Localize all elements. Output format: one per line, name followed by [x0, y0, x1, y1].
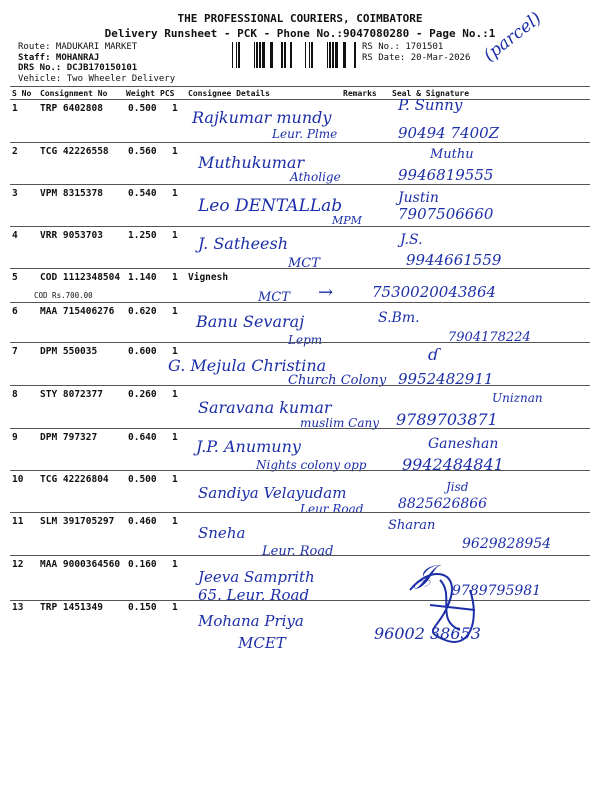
row-consignee-place: MCT — [288, 256, 320, 271]
row-sno: 7 — [12, 346, 18, 357]
row-consignee-place: Lepm — [288, 333, 323, 347]
row-phone: 9952482911 — [398, 370, 494, 388]
row-weight: 0.640 — [128, 432, 157, 443]
row-rule — [10, 428, 590, 429]
row-rule — [10, 226, 590, 227]
row-signature: Jisd — [446, 480, 469, 494]
row-pcs: 1 — [172, 346, 178, 357]
row-pcs: 1 — [172, 146, 178, 157]
runsheet-subtitle: Delivery Runsheet - PCK - Phone No.:9047080280 - Page No.:1 — [104, 27, 496, 40]
col-weight: Weight — [126, 89, 155, 98]
row-consignee-place: 65. Leur. Road — [198, 586, 310, 604]
row-rule — [10, 470, 590, 471]
signature-scribble-icon — [400, 560, 490, 650]
row-consignee-place: Leur. Plme — [272, 127, 338, 141]
row-consignee: Rajkumar mundy — [192, 108, 332, 127]
row-consignment: STY 8072377 — [40, 389, 103, 400]
row-phone: 96002 38653 — [374, 624, 481, 643]
row-consignee-place: MPM — [332, 214, 362, 227]
row-sno: 5 — [12, 272, 18, 283]
row-consignment: VPM 8315378 — [40, 188, 103, 199]
row-weight: 0.500 — [128, 103, 157, 114]
col-sno: S No — [12, 89, 32, 98]
row-pcs: 1 — [172, 389, 178, 400]
row-phone: 7907506660 — [398, 205, 494, 223]
row-weight: 1.250 — [128, 230, 157, 241]
row-sno: 1 — [12, 103, 18, 114]
row-sno: 8 — [12, 389, 18, 400]
row-sno: 9 — [12, 432, 18, 443]
row-rule — [10, 184, 590, 185]
rs-date: RS Date: 20-Mar-2026 — [362, 53, 471, 63]
row-sno: 3 — [12, 188, 18, 199]
row-sno: 12 — [12, 559, 24, 570]
row-phone: 7904178224 — [448, 330, 531, 345]
row-weight: 0.160 — [128, 559, 157, 570]
row-consignee: Mohana Priya — [198, 612, 304, 630]
row-consignee-place: MCET — [238, 634, 286, 652]
row-pcs: 1 — [172, 188, 178, 199]
row-consignee: J.P. Anumuny — [196, 437, 301, 456]
row-signature: P. Sunny — [398, 96, 463, 114]
row-pcs: 1 — [172, 516, 178, 527]
row-consignment: COD 1112348504 — [40, 272, 121, 283]
row-weight: 0.150 — [128, 602, 157, 613]
row-consignment: DPM 797327 — [40, 432, 98, 443]
row-signature: Ganeshan — [428, 436, 499, 452]
row-pcs: 1 — [172, 559, 178, 570]
row-phone: 9944661559 — [406, 251, 502, 269]
row-weight: 0.560 — [128, 146, 157, 157]
row-pcs: 1 — [172, 103, 178, 114]
signature-scribble-icon: 𝒥 — [415, 560, 433, 590]
drs-label: DRS No.: DCJB170150101 — [18, 63, 138, 73]
row-consignee: J. Satheesh — [198, 234, 289, 253]
row-rule — [10, 268, 590, 269]
row-signature: Uniznan — [492, 391, 543, 405]
row-weight: 0.500 — [128, 474, 157, 485]
row-weight: 0.460 — [128, 516, 157, 527]
row-weight: 0.540 — [128, 188, 157, 199]
row-phone: 7530020043864 — [372, 283, 497, 301]
row-rule — [10, 600, 590, 601]
row-phone: 9629828954 — [462, 536, 552, 552]
row-consignment: TRP 6402808 — [40, 103, 103, 114]
col-signature: Seal & Signature — [392, 89, 470, 98]
table-top-rule — [10, 86, 590, 87]
col-consignment: Consignment No — [40, 89, 108, 98]
row-consignee: Banu Sevaraj — [196, 312, 305, 331]
row-consignment: DPM 550035 — [40, 346, 98, 357]
row-rule — [10, 142, 590, 143]
row-consignment: MAA 715406276 — [40, 306, 115, 317]
row-sno: 2 — [12, 146, 18, 157]
row-signature: Muthu — [430, 147, 474, 162]
row-consignee: Sneha — [198, 524, 246, 542]
row-pcs: 1 — [172, 230, 178, 241]
row-consignee-place: MCT — [258, 290, 290, 305]
parcel-note: (parcel) — [480, 8, 546, 66]
route-label: Route: MADUKARI MARKET — [18, 42, 138, 52]
row-sno: 6 — [12, 306, 18, 317]
row-rule — [10, 342, 590, 343]
barcode-icon — [230, 42, 358, 68]
row-sno: 11 — [12, 516, 24, 527]
col-consignee: Consignee Details — [188, 89, 270, 98]
col-remarks: Remarks — [343, 89, 377, 98]
row-consignee: Sandiya Velayudam — [198, 484, 347, 502]
row-pcs: 1 — [172, 602, 178, 613]
row-consignee-place: Atholige — [290, 170, 341, 184]
row-sno: 10 — [12, 474, 24, 485]
row-consignment: TCG 42226558 — [40, 146, 109, 157]
row-consignee: Vignesh — [188, 272, 229, 283]
row-phone: 9946819555 — [398, 166, 494, 184]
table-header-rule — [10, 99, 590, 100]
vehicle-label: Vehicle: Two Wheeler Delivery — [18, 74, 176, 84]
row-signature: Justin — [398, 190, 439, 206]
row-phone: 9789795981 — [452, 583, 542, 599]
row-consignee: Jeeva Samprith — [198, 568, 315, 586]
row-consignee: Leo DENTALLab — [198, 196, 343, 216]
row-pcs: 1 — [172, 432, 178, 443]
row-sno: 4 — [12, 230, 18, 241]
arrow-icon: → — [318, 282, 334, 303]
row-weight: 0.600 — [128, 346, 157, 357]
row-sno: 13 — [12, 602, 24, 613]
row-weight: 1.140 — [128, 272, 157, 283]
row-consignee: Muthukumar — [198, 153, 305, 172]
row-consignee-place: Church Colony — [288, 373, 387, 388]
row-pcs: 1 — [172, 474, 178, 485]
row-rule — [10, 302, 590, 303]
signature-scribble-icon: ɗ — [428, 345, 439, 364]
row-consignee-place: Leur. Road — [262, 544, 334, 559]
row-consignment: TRP 1451349 — [40, 602, 103, 613]
row-consignee-place: Leur Road — [300, 502, 364, 516]
row-signature: J.S. — [400, 232, 423, 248]
row-rule — [10, 385, 590, 386]
row-consignment: TCG 42226804 — [40, 474, 109, 485]
row-pcs: 1 — [172, 306, 178, 317]
row-consignee: G. Mejula Christina — [168, 356, 327, 375]
row-signature: Sharan — [388, 518, 436, 533]
rs-number: RS No.: 1701501 — [362, 42, 444, 52]
row-consignment: VRR 9053703 — [40, 230, 103, 241]
staff-label: Staff: MOHANRAJ — [18, 53, 100, 63]
cod-amount: COD Rs.700.00 — [34, 291, 93, 300]
col-pcs: PCS — [160, 89, 175, 98]
row-consignee-place: muslim Cany — [300, 416, 379, 430]
row-rule — [10, 555, 590, 556]
row-phone: 9789703871 — [396, 410, 498, 429]
row-consignment: SLM 391705297 — [40, 516, 115, 527]
row-weight: 0.620 — [128, 306, 157, 317]
row-phone: 8825626866 — [398, 496, 488, 512]
row-pcs: 1 — [172, 272, 178, 283]
row-phone: 90494 7400Z — [398, 124, 500, 142]
row-consignee-place: Nights colony opp — [256, 458, 367, 472]
row-weight: 0.260 — [128, 389, 157, 400]
row-consignment: MAA 9000364560 — [40, 559, 121, 570]
row-phone: 9942484841 — [402, 455, 504, 474]
row-consignee: Saravana kumar — [198, 398, 332, 417]
row-rule — [10, 512, 590, 513]
company-title: THE PROFESSIONAL COURIERS, COIMBATORE — [177, 12, 423, 25]
row-signature: S.Bm. — [378, 310, 420, 326]
